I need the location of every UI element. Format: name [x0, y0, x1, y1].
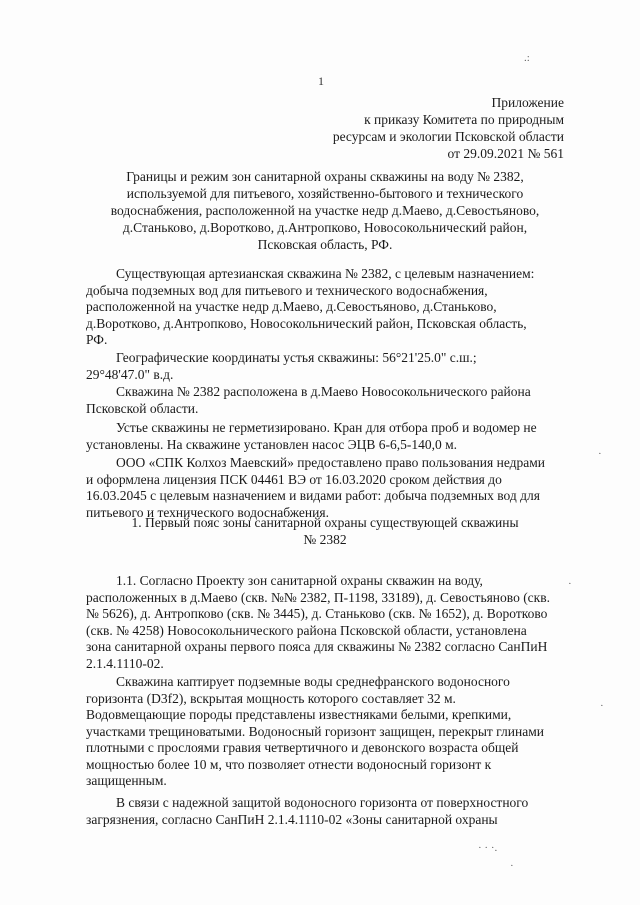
annex-header [204, 94, 564, 162]
text-line: Существующая артезианская скважина № 2382, с целевым назначением: [116, 266, 535, 281]
paragraph-license [86, 455, 590, 521]
text-line: добыча подземных вод для питьевого и технического водоснабжения, [86, 282, 488, 298]
text-line: расположенной на участке недр д.Маево, д.Севостьяново, д.Станьково, [86, 299, 497, 314]
text-line: расположенных в д.Маево (скв. №№ 2382, П-1198, 33189), д. Севостьяново (скв. [86, 589, 550, 605]
text-line: ООО «СПК Колхоз Маевский» предоставлено право пользования недрами [116, 455, 546, 470]
text-line: установлены. На скважине установлен насос ЭЦВ 6-6,5-140,0 м. [86, 436, 458, 452]
text-line: В связи с надежной защитой водоносного горизонта от поверхностного [116, 795, 529, 810]
section-title-line: № 2382 [303, 532, 347, 547]
text-line: плотными с прослоями гравия четвертичного и девонского возраста общей [86, 740, 519, 755]
text-line: Скважина № 2382 расположена в д.Маево Новосокольнического района [116, 384, 531, 399]
text-line: зона санитарной охраны первого пояса для скважины № 2382 согласно СанПиН [86, 639, 548, 654]
paragraph-wellhead [86, 420, 590, 453]
text-line: защищенным. [86, 773, 167, 788]
paragraph-well-description [86, 266, 590, 349]
title-line: водоснабжения, расположенной на участке недр д.Маево, д.Севостьяново, [110, 203, 540, 218]
scan-artifact-icon: · · ·. [478, 842, 498, 854]
annex-title: Приложение [491, 95, 564, 110]
text-line: горизонта (D3f2), вскрытая мощность которого составляет 32 м. [86, 690, 456, 706]
text-line: Псковской области. [86, 400, 199, 416]
text-line: Скважина каптирует подземные воды среднефранского водоносного [116, 674, 510, 689]
document-title [60, 168, 590, 253]
paragraph-coordinates [86, 350, 590, 383]
annex-line: к приказу Комитета по природным [364, 112, 564, 127]
annex-date-number: от 29.09.2021 № 561 [447, 146, 564, 161]
text-line: Водовмещающие породы представлены известняками белыми, крепкими, [86, 707, 512, 722]
paragraph-protection [86, 795, 590, 828]
title-line: Границы и режим зон санитарной охраны скважины на воду № 2382, [126, 169, 524, 184]
text-line: загрязнения, согласно СанПиН 2.1.4.1110-02 «Зоны санитарной охраны [86, 811, 498, 827]
title-line: используемой для питьевого, хозяйственно-бытового и технического [126, 186, 524, 201]
text-line: Устье скважины не герметизировано. Кран для отбора проб и водомер не [116, 420, 537, 435]
text-line: участками трещиноватыми. Водоносный горизонт защищен, перекрыт глинами [86, 723, 544, 739]
page-number: 1 [318, 74, 324, 88]
text-line: 16.03.2045 с целевым назначением и видами работ: добыча подземных вод для [86, 488, 540, 503]
text-line: Географические координаты устья скважины: 56°21'25.0" с.ш.; [116, 350, 477, 365]
scan-artifact-icon: · [568, 578, 572, 590]
text-line: № 5626), д. Антропково (скв. № 3445), д. Станьково (скв. № 1652), д. Воротково [86, 606, 548, 621]
annex-line: ресурсам и экологии Псковской области [332, 129, 564, 144]
title-line: Псковская область, РФ. [257, 237, 393, 252]
text-line: (скв. № 4258) Новосокольнического района Псковской области, установлена [86, 622, 527, 638]
title-line: д.Станьково, д.Воротково, д.Антропково, Новосокольнический район, [122, 220, 528, 235]
text-line: питьевого и технического водоснабжения. [86, 504, 329, 520]
text-line: 1.1. Согласно Проекту зон санитарной охраны скважин на воду, [116, 573, 483, 588]
paragraph-1-1 [86, 573, 590, 672]
paragraph-aquifer [86, 674, 590, 790]
text-line: мощностью более 10 м, что позволяет отнести водоносный горизонт к [86, 756, 492, 772]
text-line: РФ. [86, 332, 108, 347]
scan-artifact-icon: · [598, 448, 602, 460]
section-1-title [60, 514, 590, 548]
scan-artifact-icon: · [510, 860, 514, 872]
text-line: 29°48'47.0" в.д. [86, 366, 174, 382]
scan-artifact-icon: · [600, 700, 604, 712]
text-line: и оформлена лицензия ПСК 04461 ВЭ от 16.03.2020 сроком действия до [86, 471, 502, 487]
section-title-line: 1. Первый пояс зоны санитарной охраны существующей скважины [131, 515, 519, 530]
paragraph-location [86, 384, 590, 417]
text-line: 2.1.4.1110-02. [86, 655, 164, 671]
scan-artifact-icon: .: [524, 52, 530, 64]
text-line: д.Воротково, д.Антропково, Новосокольнический район, Псковская область, [86, 315, 527, 331]
